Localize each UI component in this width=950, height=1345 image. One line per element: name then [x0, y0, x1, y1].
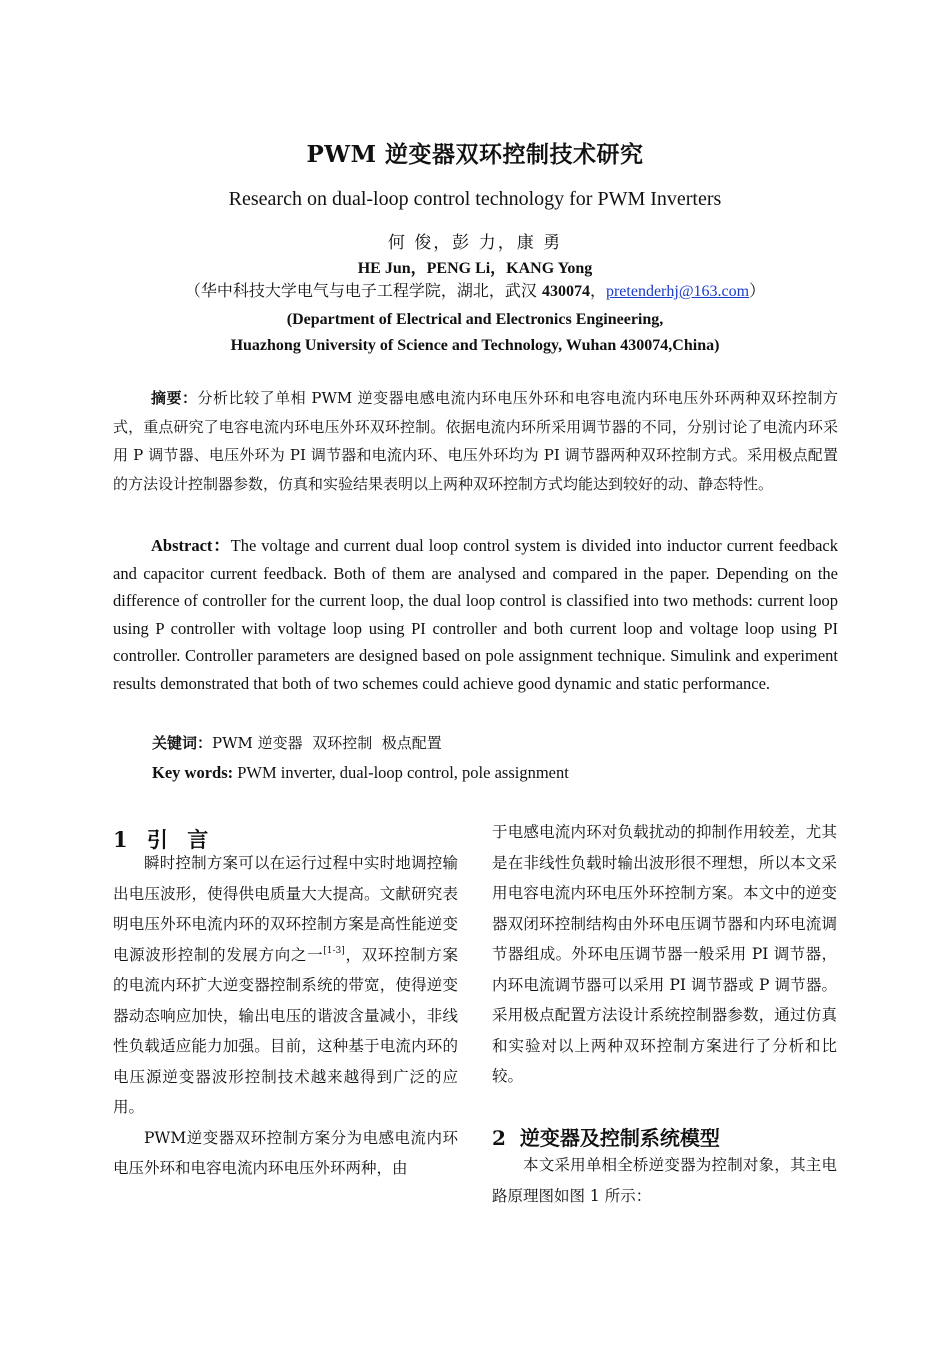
- section-1-text-a: 瞬时控制方案可以在运行过程中实时地调控输出电压波形，使得供电质量大大提高。文献研究表明电压外环电流内环的双环控制方案是高性能逆变电源波形控制的发展方向之一: [113, 854, 458, 964]
- keywords-chinese-label: 关键词：: [152, 734, 213, 752]
- affiliation-postcode: 430074: [541, 283, 590, 300]
- affiliation-prefix: （华中科技大学电气与电子工程学院，湖北，武汉: [184, 281, 542, 300]
- abstract-chinese: [113, 384, 838, 498]
- section-1-paragraph-1: [113, 848, 458, 1123]
- section-1-heading: 1 引 言: [113, 827, 215, 852]
- right-column: [492, 817, 837, 1092]
- keywords-chinese-text: PWM 逆变器 双环控制 极点配置: [212, 734, 442, 752]
- section-1-paragraph-2: PWM逆变器双环控制方案分为电感电流内环电压外环和电容电流内环电压外环两种，由: [113, 1128, 458, 1177]
- left-column: [113, 848, 458, 1184]
- affiliation-separator: ，: [589, 281, 606, 300]
- affiliation-english-line2: Huazhong University of Science and Technology, Wuhan 430074,China): [230, 337, 720, 354]
- paper-title: PWM 逆变器双环控制技术研究: [306, 141, 644, 168]
- section-2-paragraph-1: 本文采用单相全桥逆变器为控制对象，其主电路原理图如图 1 所示：: [492, 1156, 837, 1205]
- section-1-text-b: ，双环控制方案的电流内环扩大逆变器控制系统的带宽，使得逆变器动态响应加快，输出电压的谐波含量减小，非线性负载适应能力加强。目前，这种基于电流内环的电压源逆变器波形控制技术越来越得到广泛的应用。: [113, 945, 458, 1116]
- affiliation-chinese: [0, 278, 950, 301]
- authors-english: HE Jun，PENG Li，KANG Yong: [357, 260, 593, 277]
- keywords-english: [152, 763, 569, 783]
- keywords-english-text: PWM inverter, dual-loop control, pole assignment: [233, 763, 569, 782]
- section-2-heading: 2 逆变器及控制系统模型: [492, 1126, 720, 1150]
- abstract-english: [113, 532, 838, 698]
- abstract-english-text: The voltage and current dual loop control system is divided into inductor current feedback and capacitor current feedback. Both of them are analysed and compared in the paper. Depending on the difference of controller for the current loop, the dual loop control is classified into two methods: current loop using P controller with voltage loop using PI controller and both current loop and voltage loop using PI controller. Controller parameters are designed based on pole assignment technique. Simulink and experiment results demonstrated that both of two schemes could achieve good dynamic and static performance.: [113, 536, 838, 693]
- keywords-english-label: Key words:: [152, 763, 234, 782]
- authors-chinese: 何 俊，彭 力，康 勇: [387, 233, 563, 253]
- abstract-chinese-text: 分析比较了单相 PWM 逆变器电感电流内环电压外环和电容电流内环电压外环两种双环控制方式，重点研究了电容电流内环电压外环双环控制。依据电流内环所采用调节器的不同，分别讨论了电流内环采用 P 调节器、电压外环为 PI 调节器和电流内环、电压外环均为 PI 调节器两种双环控制方式。采用极点配置的方法设计控制器参数，仿真和实验结果表明以上两种双环控制方式均能达到较好的动、静态特性。: [113, 389, 838, 493]
- affiliation-suffix: ）: [749, 281, 766, 300]
- section-1-paragraph-continued: 于电感电流内环对负载扰动的抑制作用较差，尤其是在非线性负载时输出波形很不理想，所以本文采用电容电流内环电压外环控制方案。本文中的逆变器双闭环控制结构由外环电压调节器和内环电流调节器组成。外环电压调节器一般采用 PI 调节器，内环电流调节器可以采用 PI 调节器或 P 调节器。采用极点配置方法设计系统控制器参数，通过仿真和实验对以上两种双环控制方案进行了分析和比较。: [492, 823, 837, 1085]
- section-2-body: [492, 1150, 837, 1211]
- english-title: Research on dual-loop control technology for PWM Inverters: [228, 188, 722, 210]
- affiliation-english-line1: (Department of Electrical and Electronics Engineering,: [286, 311, 664, 328]
- abstract-english-label: Abstract：: [151, 536, 231, 555]
- keywords-chinese: [152, 732, 442, 753]
- citation-reference[interactable]: [1-3]: [323, 945, 345, 956]
- email-link[interactable]: pretenderhj@163.com: [605, 283, 750, 300]
- abstract-chinese-label: 摘要：: [151, 389, 198, 407]
